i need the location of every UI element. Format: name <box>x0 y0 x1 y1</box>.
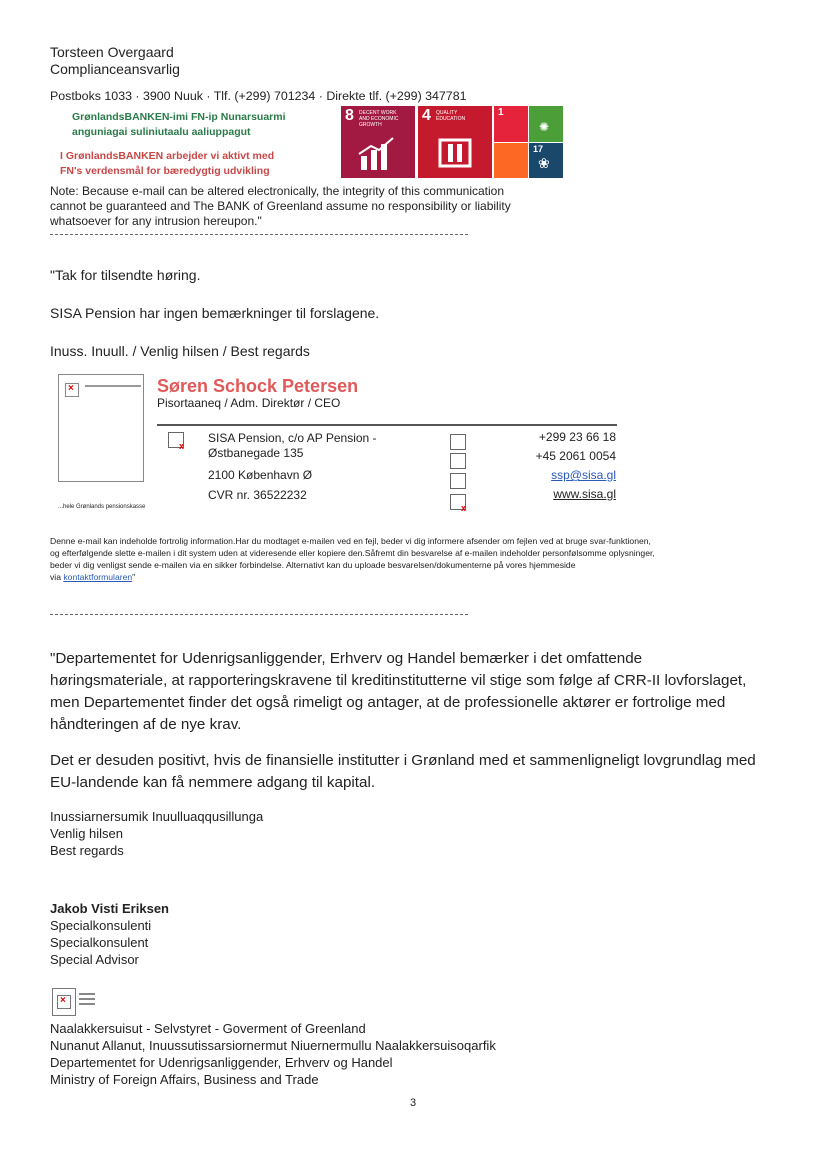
sisa-address-2: Østbanegade 135 <box>208 446 304 460</box>
sustainability-banner <box>50 106 340 182</box>
sisa-address-1: SISA Pension, c/o AP Pension - <box>208 431 377 445</box>
note-line-3: whatsoever for any intrusion hereupon." <box>50 214 262 228</box>
web-icon: x <box>450 494 466 510</box>
sisa-phone-2: +45 2061 0054 <box>535 449 616 463</box>
reply1-body: SISA Pension har ingen bemærkninger til forslagene. <box>50 305 380 321</box>
reply2-para1-line4: håndteringen af de nye krav. <box>50 716 242 733</box>
closing-english: Best regards <box>50 843 124 858</box>
phone-icon <box>450 434 466 450</box>
sisa-logo-caption: ...hele Grønlands pensionskasse <box>58 504 146 510</box>
closing-greenlandic: Inussiarnersumik Inuulluaqqusillunga <box>50 809 264 824</box>
email-icon <box>450 473 466 489</box>
banner-line-1: GrønlandsBANKEN-imi FN-ip Nunarsuarmi <box>72 111 286 123</box>
sdg-tile-1: 1 <box>494 106 528 142</box>
address-icon: x <box>168 432 184 448</box>
chart-growth-icon <box>357 136 397 172</box>
sdg-tile-4: 4 QUALITY EDUCATION <box>418 106 492 178</box>
banner-line-2: anguniagai suliniutaalu aaliuppagut <box>72 126 251 138</box>
reply2-para1-line2: høringsmateriale, at rapporteringskravene til kreditinstitutterne vil stige som følge af CRR-II lovforslaget, <box>50 672 747 689</box>
disclaimer-line-3: beder vi dig venligst sende e-mailen via en sikker forbindelse. Alternativt kan du uploade besvarelsen/dokumenterne på vores hjemmeside <box>50 560 576 570</box>
sisa-logo-placeholder <box>58 374 144 482</box>
note-line-2: cannot be guaranteed and The BANK of Greenland assume no responsibility or liability <box>50 199 511 213</box>
divider <box>50 234 468 235</box>
gov-title-1: Specialkonsulenti <box>50 918 152 933</box>
reply1-thanks: "Tak for tilsendte høring. <box>50 267 201 283</box>
mobile-icon <box>450 453 466 469</box>
sdg-tile-8: 8 DECENT WORK AND ECONOMIC GROWTH <box>341 106 415 178</box>
sender-address: Postboks 1033 · 3900 Nuuk · Tlf. (+299) 701234 · Direkte tlf. (+299) 347781 <box>50 89 467 103</box>
broken-image-icon-2: × <box>57 995 71 1009</box>
gov-sender-name: Jakob Visti Eriksen <box>50 901 169 916</box>
gov-org-4: Ministry of Foreign Affairs, Business and Trade <box>50 1072 319 1087</box>
disclaimer-line-2: og efterfølgende slette e-mailen i dit system uden at videresende eller kopiere den.Såfremt din besvarelse af e-mailen indeholder personfølsomme oplysninger, <box>50 548 655 558</box>
gov-org-2: Nunanut Allanut, Inuussutissarsiornermut Niuernermullu Naalakkersuisoqarfik <box>50 1038 496 1053</box>
gov-logo-placeholder <box>52 988 76 1016</box>
sisa-web-link[interactable]: www.sisa.gl <box>553 487 616 501</box>
reply2-para1-line1: "Departementet for Udenrigsanliggender, Erhverv og Handel bemærker i det omfattende <box>50 650 643 667</box>
sisa-cvr: CVR nr. 36522232 <box>208 488 307 502</box>
sdg-tiles <box>341 106 563 178</box>
sender-name: Torsteen Overgaard <box>50 44 174 60</box>
gov-org-1: Naalakkersuisut - Selvstyret - Goverment of Greenland <box>50 1021 366 1036</box>
banner-line-3: I GrønlandsBANKEN arbejder vi aktivt med <box>60 150 275 162</box>
disclaimer-suffix: " <box>132 572 136 582</box>
closing-danish: Venlig hilsen <box>50 826 123 841</box>
gov-title-3: Special Advisor <box>50 952 139 967</box>
note-line-1: Note: Because e-mail can be altered electronically, the integrity of this communication <box>50 184 505 198</box>
disclaimer-prefix: via <box>50 572 64 582</box>
reply1-regards: Inuss. Inuull. / Venlig hilsen / Best regards <box>50 343 310 359</box>
reply2-para2-line1: Det er desuden positivt, hvis de finansielle institutter i Grønland med et sammenligneligt lovgrundlag med <box>50 752 756 769</box>
gov-logo-text-placeholder <box>79 990 95 1018</box>
disclaimer-line-1: Denne e-mail kan indeholde fortrolig information.Har du modtaget e-mailen ved en fejl, beder vi dig informere afsender om fejlen ved at bruge svar-funktionen, <box>50 536 651 546</box>
page-number: 3 <box>410 1097 417 1109</box>
disclaimer-line-4 <box>50 572 135 584</box>
sender-role: Complianceansvarlig <box>50 61 180 77</box>
reply2-para1-line3: men Departementet finder det også rimeligt og antager, at de professionelle aktører er fortrolige med <box>50 694 726 711</box>
sisa-sender-name: Søren Schock Petersen <box>157 376 359 396</box>
gov-org-3: Departementet for Udenrigsanliggender, Erhverv og Handel <box>50 1055 393 1070</box>
divider-2 <box>50 614 468 615</box>
contact-form-link[interactable]: kontaktformularen <box>63 572 133 582</box>
sisa-sender-title: Pisortaaneq / Adm. Direktør / CEO <box>157 396 341 410</box>
banner-line-4: FN's verdensmål for bæredygtig udvikling <box>60 165 270 177</box>
sisa-address-3: 2100 København Ø <box>208 468 313 482</box>
sisa-phone-1: +299 23 66 18 <box>538 430 616 444</box>
gov-title-2: Specialkonsulent <box>50 935 149 950</box>
signature-rule <box>157 424 617 426</box>
sdg-tile-orange <box>494 143 528 178</box>
book-icon <box>436 136 474 170</box>
reply2-para2-line2: EU-landende kan få nemmere adgang til kapital. <box>50 774 376 791</box>
broken-image-icon: × <box>65 383 79 397</box>
sdg-tile-17: 17 ❀ <box>529 143 563 178</box>
sdg-tile-green: ✺ <box>529 106 563 142</box>
sisa-email-link[interactable]: ssp@sisa.gl <box>551 468 616 482</box>
